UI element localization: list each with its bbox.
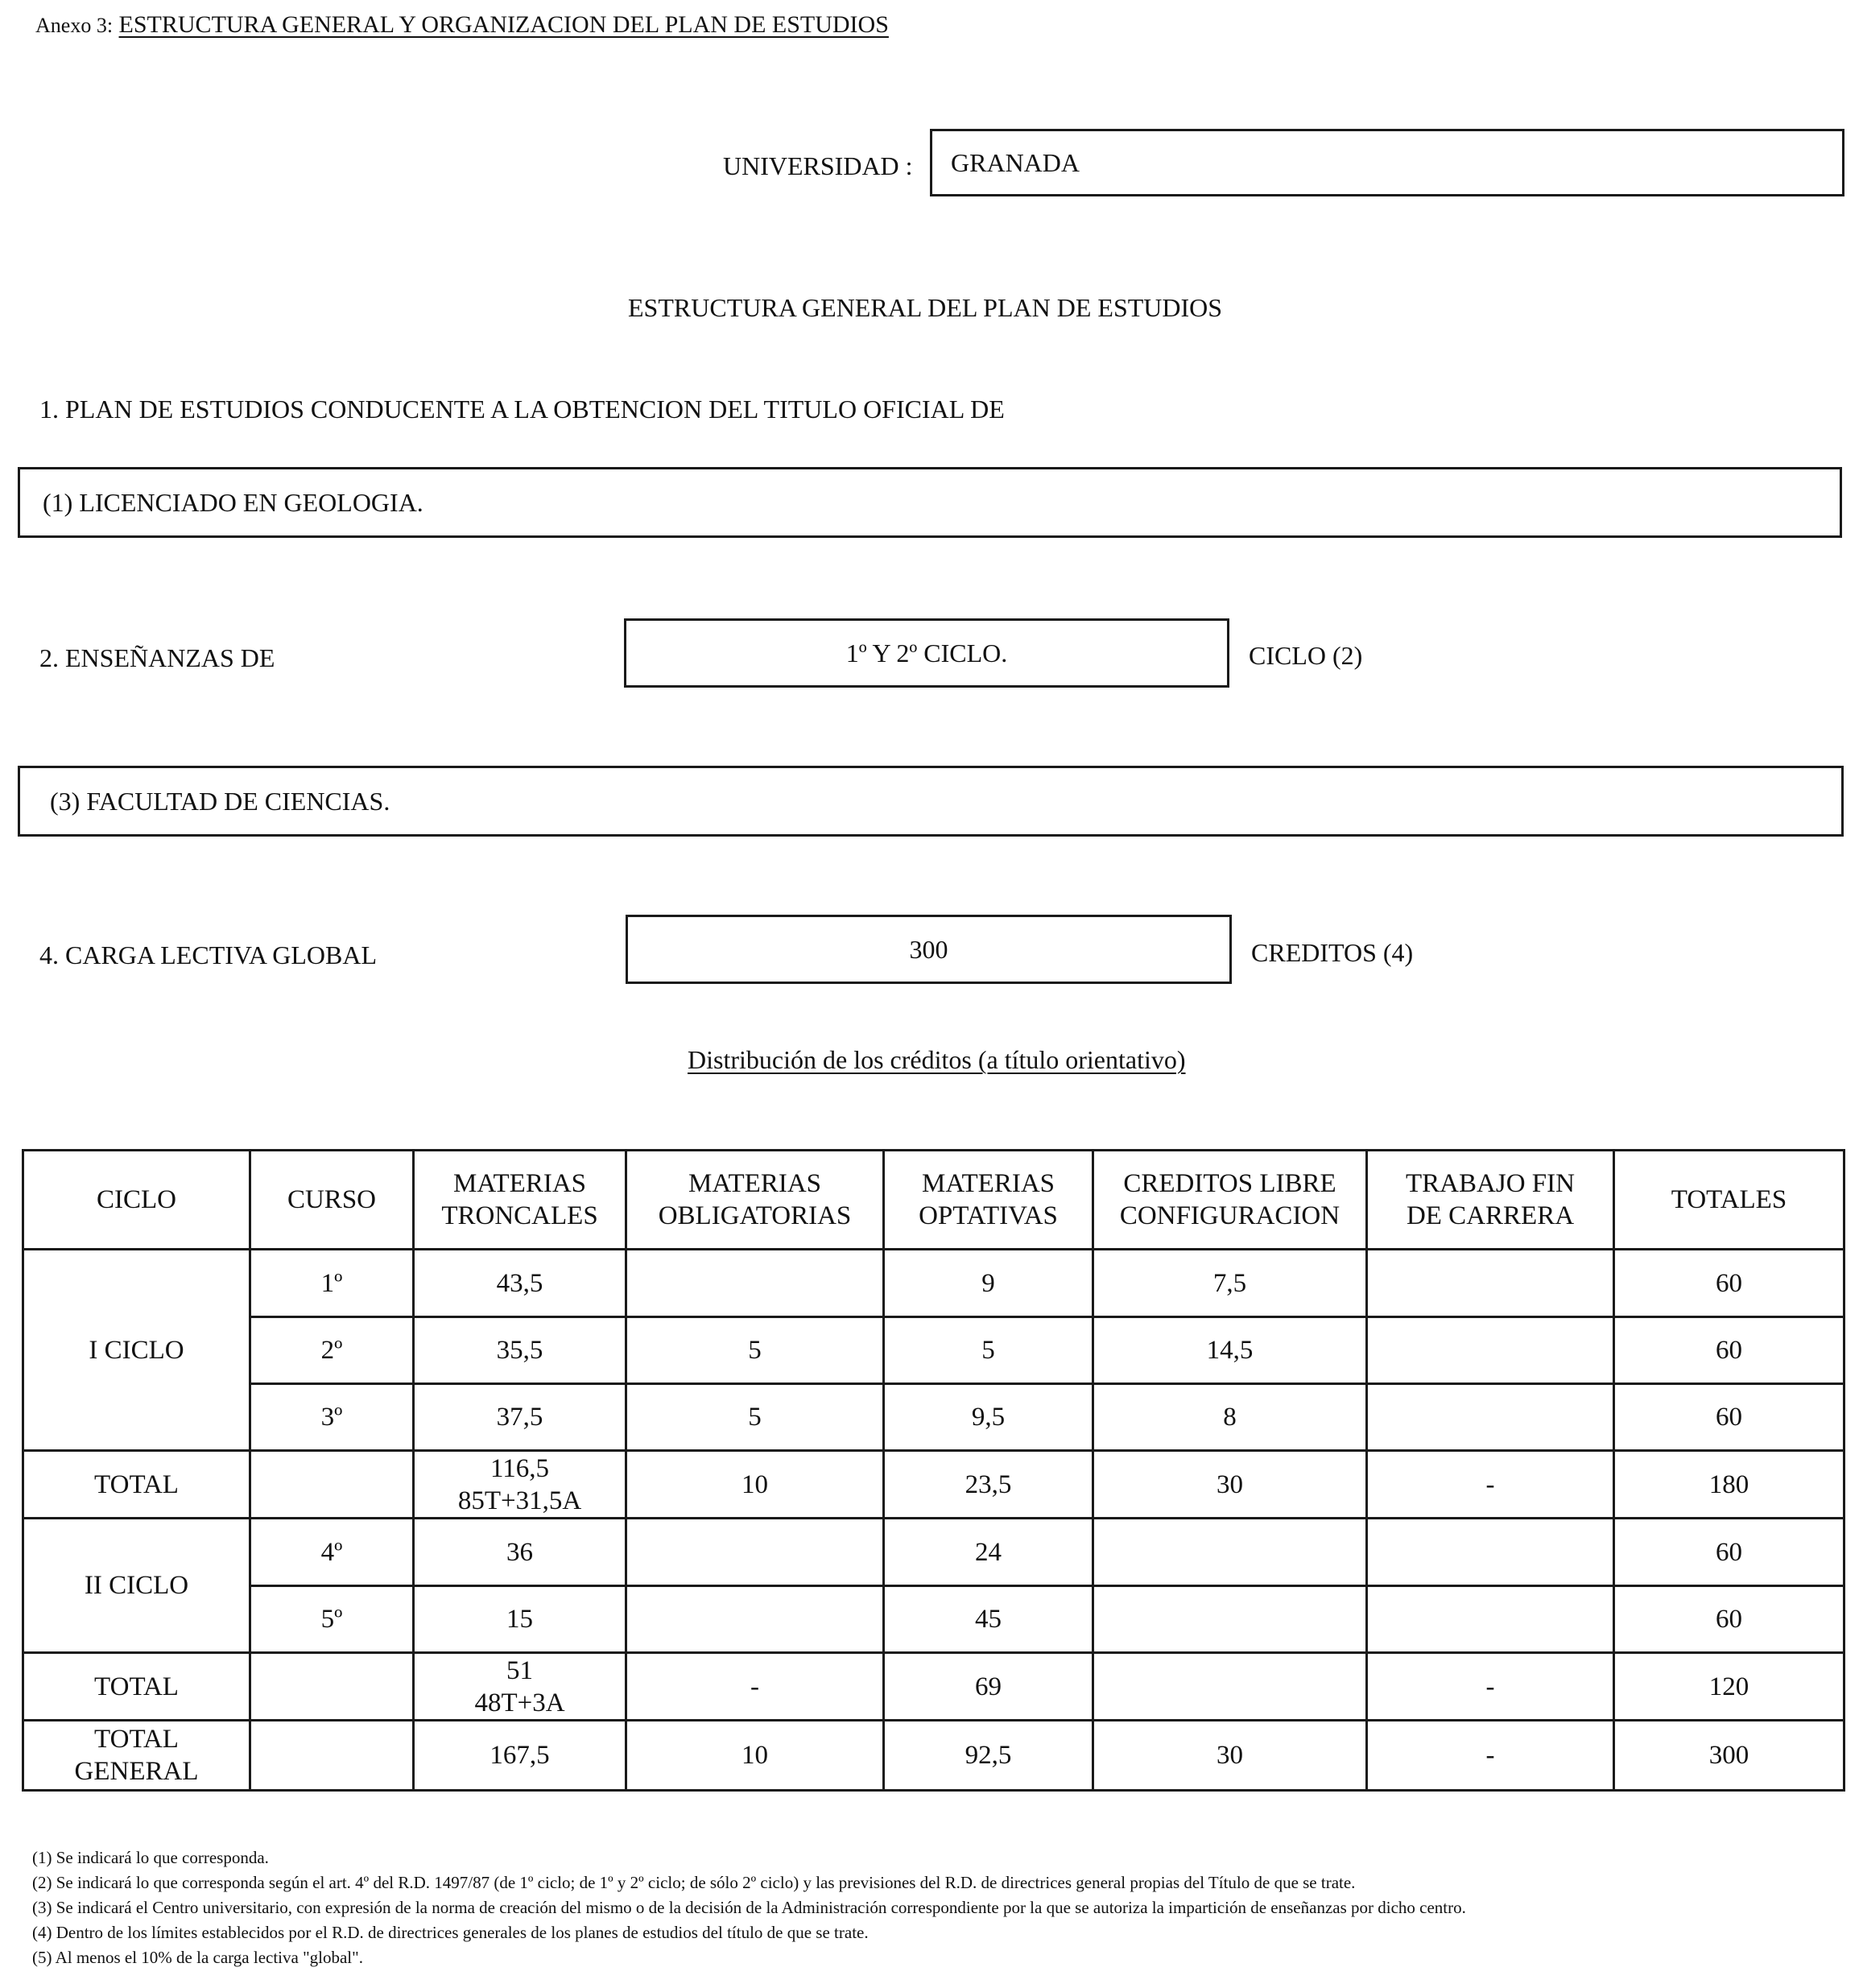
total-general-label-cell: TOTAL GENERAL <box>23 1721 250 1791</box>
total-label-cell: TOTAL <box>23 1451 250 1519</box>
curso-cell <box>250 1721 414 1791</box>
carga-label: 4. CARGA LECTIVA GLOBAL <box>39 940 377 969</box>
troncales-cell: 15 <box>414 1586 626 1653</box>
section-title: ESTRUCTURA GENERAL DEL PLAN DE ESTUDIOS <box>628 293 1223 322</box>
centro-value: (3) FACULTAD DE CIENCIAS. <box>50 786 390 816</box>
table-row-total-ciclo-2 <box>23 1653 1844 1721</box>
header-optativas: MATERIAS OPTATIVAS <box>884 1151 1093 1250</box>
footnote-4: (4) Dentro de los límites establecidos por el R.D. de directrices generales de los planes de estudios del título de que se trate. <box>32 1923 869 1942</box>
libre-cell <box>1093 1586 1367 1653</box>
troncales-cell: 116,5 85T+31,5A <box>414 1451 626 1519</box>
curso-cell: 1º <box>250 1250 414 1317</box>
carga-suffix: CREDITOS (4) <box>1251 938 1414 967</box>
trabajo-cell <box>1367 1317 1614 1384</box>
footnote-2: (2) Se indicará lo que corresponda según el art. 4º del R.D. 1497/87 (de 1º ciclo; de 1º y 2º ciclo; de sólo 2º ciclo) y las previsiones del R.D. de directrices general propias del Título de que se trate. <box>32 1873 1356 1892</box>
carga-value: 300 <box>909 934 948 964</box>
total-label-cell: TOTAL <box>23 1653 250 1721</box>
header-troncales: MATERIAS TRONCALES <box>414 1151 626 1250</box>
trabajo-cell <box>1367 1519 1614 1586</box>
table-row <box>23 1384 1844 1451</box>
document-header <box>35 11 889 39</box>
universidad-value: GRANADA <box>951 147 1080 177</box>
libre-cell: 30 <box>1093 1451 1367 1519</box>
table-row <box>23 1519 1844 1586</box>
obligatorias-cell: 5 <box>626 1384 884 1451</box>
trabajo-cell: - <box>1367 1721 1614 1791</box>
optativas-cell: 24 <box>884 1519 1093 1586</box>
libre-cell <box>1093 1653 1367 1721</box>
optativas-cell: 45 <box>884 1586 1093 1653</box>
header-libre-configuracion: CREDITOS LIBRE CONFIGURACION <box>1093 1151 1367 1250</box>
titulo-value: (1) LICENCIADO EN GEOLOGIA. <box>43 487 423 517</box>
header-obligatorias: MATERIAS OBLIGATORIAS <box>626 1151 884 1250</box>
table-row <box>23 1317 1844 1384</box>
obligatorias-cell: 10 <box>626 1721 884 1791</box>
troncales-cell: 37,5 <box>414 1384 626 1451</box>
curso-cell: 5º <box>250 1586 414 1653</box>
footnote-5: (5) Al menos el 10% de la carga lectiva "global". <box>32 1948 363 1967</box>
totales-cell: 120 <box>1614 1653 1844 1721</box>
libre-cell <box>1093 1519 1367 1586</box>
totales-cell: 60 <box>1614 1250 1844 1317</box>
trabajo-cell <box>1367 1384 1614 1451</box>
trabajo-cell: - <box>1367 1653 1614 1721</box>
header-totales: TOTALES <box>1614 1151 1844 1250</box>
footnote-3: (3) Se indicará el Centro universitario, con expresión de la norma de creación del mismo o de la decisión de la Administración correspondiente por la que se autoriza la impartición de enseñanzas por dicho centro. <box>32 1898 1466 1917</box>
ciclo-2-cell: II CICLO <box>23 1519 250 1653</box>
libre-cell: 14,5 <box>1093 1317 1367 1384</box>
troncales-cell: 36 <box>414 1519 626 1586</box>
troncales-cell: 167,5 <box>414 1721 626 1791</box>
table-row-total-general <box>23 1721 1844 1791</box>
trabajo-cell <box>1367 1586 1614 1653</box>
curso-cell: 4º <box>250 1519 414 1586</box>
totales-cell: 300 <box>1614 1721 1844 1791</box>
obligatorias-cell: - <box>626 1653 884 1721</box>
curso-cell: 2º <box>250 1317 414 1384</box>
optativas-cell: 69 <box>884 1653 1093 1721</box>
libre-cell: 7,5 <box>1093 1250 1367 1317</box>
table-row-total-ciclo-1 <box>23 1451 1844 1519</box>
header-prefix: Anexo 3: <box>35 14 114 37</box>
libre-cell: 8 <box>1093 1384 1367 1451</box>
universidad-field <box>930 129 1844 196</box>
carga-field <box>626 915 1232 984</box>
titulo-field <box>18 467 1842 538</box>
troncales-cell: 51 48T+3A <box>414 1653 626 1721</box>
ensenanzas-value: 1º Y 2º CICLO. <box>845 638 1008 667</box>
troncales-cell: 35,5 <box>414 1317 626 1384</box>
ensenanzas-field <box>624 618 1229 688</box>
obligatorias-cell: 5 <box>626 1317 884 1384</box>
curso-cell <box>250 1653 414 1721</box>
curso-cell <box>250 1451 414 1519</box>
obligatorias-cell <box>626 1519 884 1586</box>
curso-cell: 3º <box>250 1384 414 1451</box>
ensenanzas-suffix: CICLO (2) <box>1249 641 1363 670</box>
ensenanzas-label: 2. ENSEÑANZAS DE <box>39 643 275 672</box>
trabajo-cell <box>1367 1250 1614 1317</box>
table-row <box>23 1250 1844 1317</box>
obligatorias-cell <box>626 1250 884 1317</box>
totales-cell: 180 <box>1614 1451 1844 1519</box>
obligatorias-cell <box>626 1586 884 1653</box>
totales-cell: 60 <box>1614 1586 1844 1653</box>
ciclo-1-cell: I CICLO <box>23 1250 250 1451</box>
obligatorias-cell: 10 <box>626 1451 884 1519</box>
centro-field <box>18 766 1844 837</box>
optativas-cell: 92,5 <box>884 1721 1093 1791</box>
header-ciclo: CICLO <box>23 1151 250 1250</box>
optativas-cell: 5 <box>884 1317 1093 1384</box>
totales-cell: 60 <box>1614 1519 1844 1586</box>
libre-cell: 30 <box>1093 1721 1367 1791</box>
table-header-row <box>23 1151 1844 1250</box>
trabajo-cell: - <box>1367 1451 1614 1519</box>
universidad-label: UNIVERSIDAD : <box>723 151 913 180</box>
header-curso: CURSO <box>250 1151 414 1250</box>
troncales-cell: 43,5 <box>414 1250 626 1317</box>
table-row <box>23 1586 1844 1653</box>
totales-cell: 60 <box>1614 1384 1844 1451</box>
header-title: ESTRUCTURA GENERAL Y ORGANIZACION DEL PLAN DE ESTUDIOS <box>118 11 889 38</box>
credit-distribution-table <box>22 1149 1845 1792</box>
titulo-label: 1. PLAN DE ESTUDIOS CONDUCENTE A LA OBTENCION DEL TITULO OFICIAL DE <box>39 395 1005 424</box>
footnotes <box>32 1845 1466 1970</box>
header-trabajo-fin: TRABAJO FIN DE CARRERA <box>1367 1151 1614 1250</box>
footnote-1: (1) Se indicará lo que corresponda. <box>32 1848 269 1867</box>
optativas-cell: 9,5 <box>884 1384 1093 1451</box>
optativas-cell: 9 <box>884 1250 1093 1317</box>
distribution-title: Distribución de los créditos (a título orientativo) <box>688 1045 1186 1074</box>
totales-cell: 60 <box>1614 1317 1844 1384</box>
optativas-cell: 23,5 <box>884 1451 1093 1519</box>
